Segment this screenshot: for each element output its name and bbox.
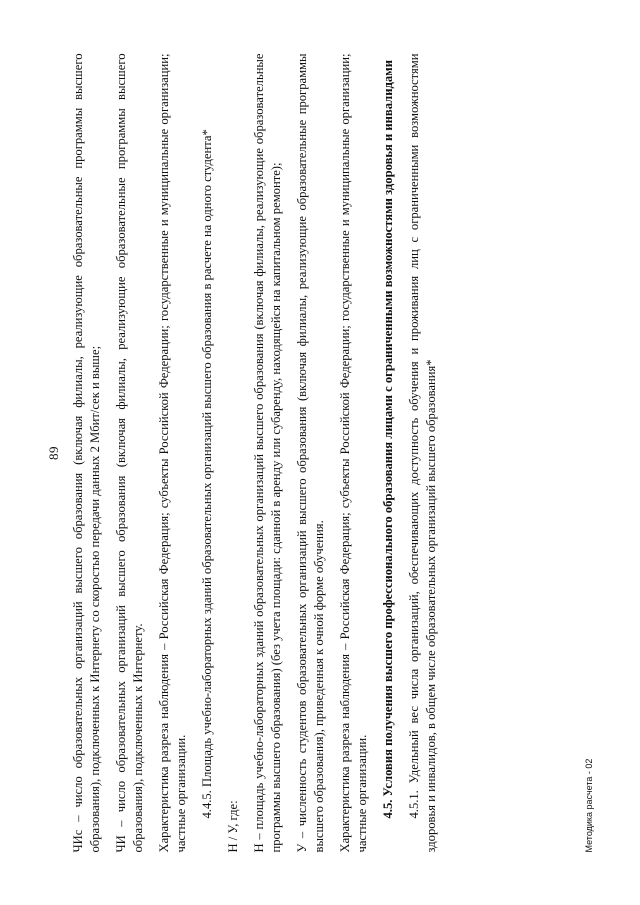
paragraph-u-definition: У – численность студентов образовательных организаций высшего образования (включая филиалы, реализующие образовательные программы высшего образования), приведенная к очной форме обучения. — [295, 53, 326, 852]
page-number: 89 — [46, 445, 61, 460]
section-4-5-heading: 4.5. Условия получения высшего профессионального образования лицами с ограниченными возможностями здоровья и инвалидами — [381, 59, 395, 818]
paragraph-n-definition: Н – площадь учебно-лабораторных зданий образовательных организаций высшего образования (включая филиалы, реализующие образовательные программы высшего образования) (без учета площади: сданной в аренду или субаренду, находящейся на капитальном ремонте); — [252, 53, 283, 852]
indicator-4-5-1-title: 4.5.1. Удельный вес числа организаций, обеспечивающих доступность обучения и проживания лиц с ограниченными возможностями здоровья и инвалидов, в общем числе образовательных организаций высшего образования* — [407, 53, 438, 852]
indicator-4-4-5-title: 4.4.5. Площадь учебно-лабораторных зданий образовательных организаций высшего образования в расчете на одного студента* — [200, 128, 214, 818]
paragraph-chi-s-definition: ЧИс – число образовательных организаций высшего образования (включая филиалы, реализующие образовательные программы высшего образования), подключенных к Интернету со скоростью передачи данных 2 Мбит/сек и выше; — [71, 53, 102, 852]
formula-n-over-u: Н / У, где: — [226, 799, 240, 852]
paragraph-observation-breakdown-2: Характеристика разреза наблюдения – Российская Федерация; субъекты Российской Федерации; государственные и муниципальные организации; частные организации. — [338, 53, 369, 852]
document-page — [40, 35, 600, 870]
paragraph-chi-definition: ЧИ – число образовательных организаций высшего образования (включая филиалы, реализующие образовательные программы высшего образования), подключенных к Интернету. — [114, 53, 145, 852]
paragraph-observation-breakdown-1: Характеристика разреза наблюдения – Российская Федерация; субъекты Российской Федерации; государственные и муниципальные организации; частные организации. — [157, 53, 188, 852]
footer-note: Методика расчета - 02 — [584, 758, 594, 852]
